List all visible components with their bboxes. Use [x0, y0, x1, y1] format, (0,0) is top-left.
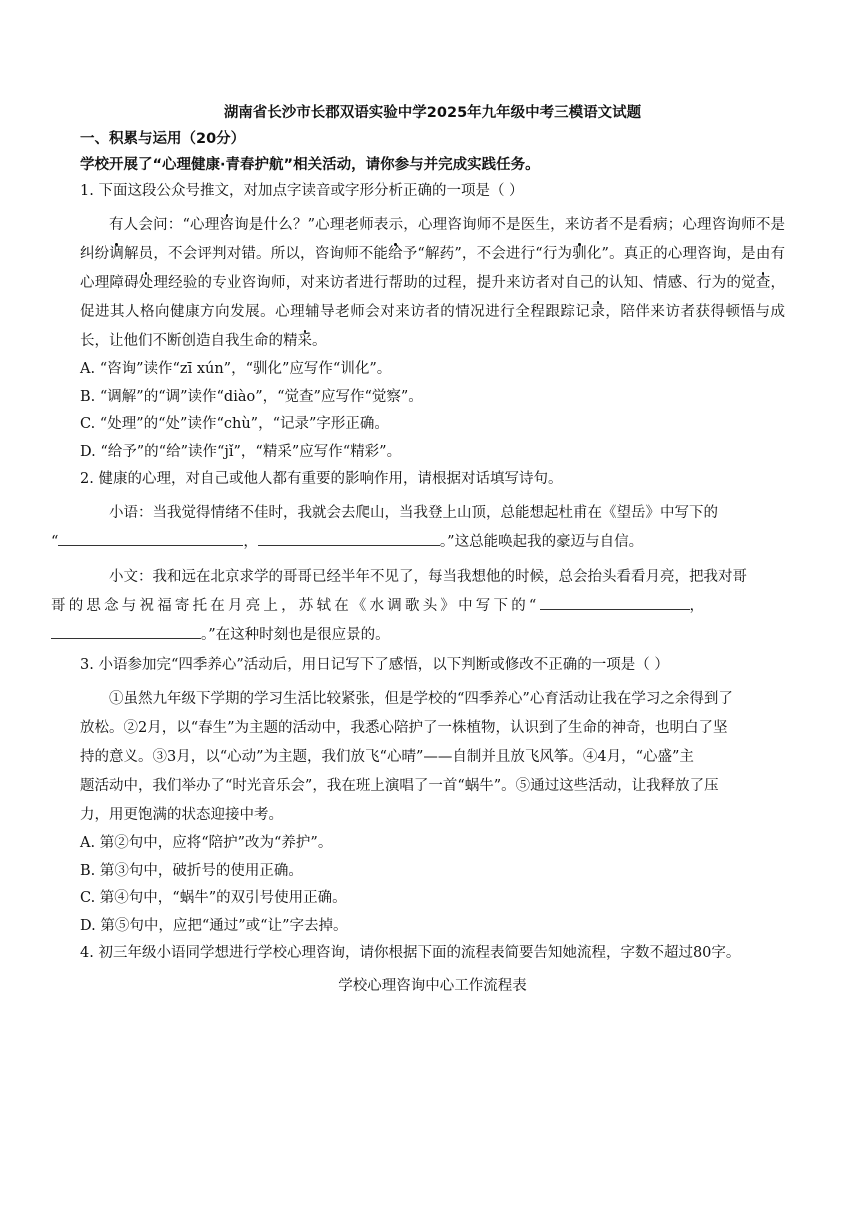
answer-blank[interactable] [58, 531, 243, 546]
text-span: 理经验的专业咨询师，对来访者进行帮助的过程，提升来访者对自己的认知、 [153, 275, 653, 291]
text-span: 解员，不会评判对错。所以，咨询师不能 [124, 246, 389, 262]
text-span: ， [243, 534, 258, 550]
flowchart-caption: 学校心理咨询中心工作流程表 [338, 978, 527, 994]
answer-line-1 [51, 528, 643, 557]
text-span: 伴来访者获得顿悟与成长，让他们不断创造自我生命的精 [80, 304, 786, 349]
option-a: A. 第②句中，应将“陪护”改为“养护”。 [80, 835, 333, 851]
option-b: B. “调解”的“调”读作“diào”，“觉查”应写作“觉察”。 [80, 388, 423, 405]
option-b: B. 第③句中，破折号的使用正确。 [80, 862, 303, 879]
exam-page [51, 100, 786, 1015]
dotted-char: 采 [297, 333, 312, 349]
answer-blank[interactable] [540, 595, 690, 610]
question-1-stem: 1. 下面这段公众号推文，对加点字读音或字形分析正确的一项是（ ） [80, 183, 524, 199]
diary-line: 力，用更饱满的状态迎接中考。 [80, 807, 283, 823]
text-span: 。”在这种时刻也是很应景的。 [201, 627, 390, 643]
text-span: 予“解药”，不会进行“行为 [402, 246, 573, 262]
question-2-stem: 2. 健康的心理，对自己或他人都有重要的影响作用，请根据对话填写诗句。 [80, 471, 563, 487]
diary-line: ①虽然九年级下学期的学习生活比较紧张，但是学校的“四季养心”心育活动让我在学习之余得到了 [109, 691, 733, 707]
option-c: C. 第④句中，“蜗牛”的双引号使用正确。 [80, 890, 347, 906]
text-span: ， [689, 598, 705, 614]
answer-line-2 [51, 592, 704, 650]
question-3-passage [80, 685, 785, 830]
diary-line: 放松。②2月，以“春生”为主题的活动中，我悉心陪护了一株植物，认识到了生命的神奇，也明白了坚 [80, 720, 728, 736]
dotted-char: 录 [590, 304, 606, 320]
task-intro: 学校开展了“心理健康·青春护航”相关活动，请你参与并完成实践任务。 [80, 157, 540, 173]
text-span: 有人会问：“心理 [109, 217, 220, 233]
question-3-stem: 3. 小语参加完“四季养心”活动后，用日记写下了感悟，以下判断或修改不正确的一项是（ ） [80, 657, 669, 673]
text-span: 。”这总能唤起我的豪迈与自信。 [439, 534, 644, 550]
text-span: ，陪 [605, 304, 636, 320]
dotted-char: 驯 [572, 246, 587, 262]
option-d: D. “给予”的“给”读作“jǐ”，“精采”应写作“精彩”。 [80, 443, 402, 460]
option-d: D. 第⑤句中，应把“通过”或“让”字去掉。 [80, 917, 348, 934]
diary-line: 题活动中，我们举办了“时光音乐会”，我在班上演唱了一首“蜗牛”。⑤通过这些活动，让我释放了压 [80, 778, 719, 794]
dotted-char: 调 [109, 246, 125, 262]
section-heading: 一、积累与运用（20分） [80, 131, 246, 147]
dialogue-xiaoyu [51, 499, 785, 557]
diary-line: 持的意义。③3月，以“心动”为主题，我们放飞“心晴”——自制并且放飞风筝。④4月，“心盛”主 [80, 749, 694, 765]
dotted-char: 处 [138, 275, 154, 291]
text-span: 小语：当我觉得情绪不佳时，我就会去爬山，当我登上山顶，总能想起杜甫在《望岳》中写下的 [109, 505, 718, 521]
option-c: C. “处理”的“处”读作“chù”，“记录”字形正确。 [80, 416, 389, 432]
text-span: 师不是纠纷 [80, 217, 786, 262]
answer-blank[interactable] [51, 624, 201, 639]
question-4-stem: 4. 初三年级小语同学想进行学校心理咨询，请你根据下面的流程表简要告知她流程，字数不超过80字。 [80, 945, 741, 961]
dialogue-xiaowen [51, 563, 785, 650]
text-span: 理咨询，是由有心理障碍 [80, 246, 786, 291]
dotted-char: 咨 [219, 217, 235, 233]
answer-blank[interactable] [258, 531, 440, 546]
dotted-char: 查 [755, 275, 771, 291]
text-span: 询是什么？”心理老师表示，心理咨询师不是医生，来访者不是看病；心理咨询 [234, 217, 742, 233]
text-span: 小文：我和远在北京求学的哥哥已经半年不见了，每当我想他的时候，总会抬头看看月亮，把我对哥 [109, 569, 747, 585]
text-span: 。 [312, 333, 327, 349]
page-title: 湖南省长沙市长郡双语实验中学2025年九年级中考三模语文试题 [223, 105, 642, 121]
text-span: 情感、行为的觉 [652, 275, 756, 291]
text-span: 化”。真正的心 [586, 246, 683, 262]
question-1-passage [80, 211, 785, 356]
passage-line [80, 211, 785, 356]
text-span: 哥的思念与祝福寄托在月亮上，苏轼在《水调歌头》中写下的“ [51, 598, 540, 614]
text-span: “ [51, 534, 59, 550]
option-a: A. “咨询”读作“zī xún”，“驯化”应写作“训化”。 [80, 361, 392, 377]
dotted-char: 给 [388, 246, 403, 262]
text-span: ，促进其人格向健康方向发展。心理辅导老师会对来访者的情况进行全程跟踪记 [80, 275, 786, 320]
